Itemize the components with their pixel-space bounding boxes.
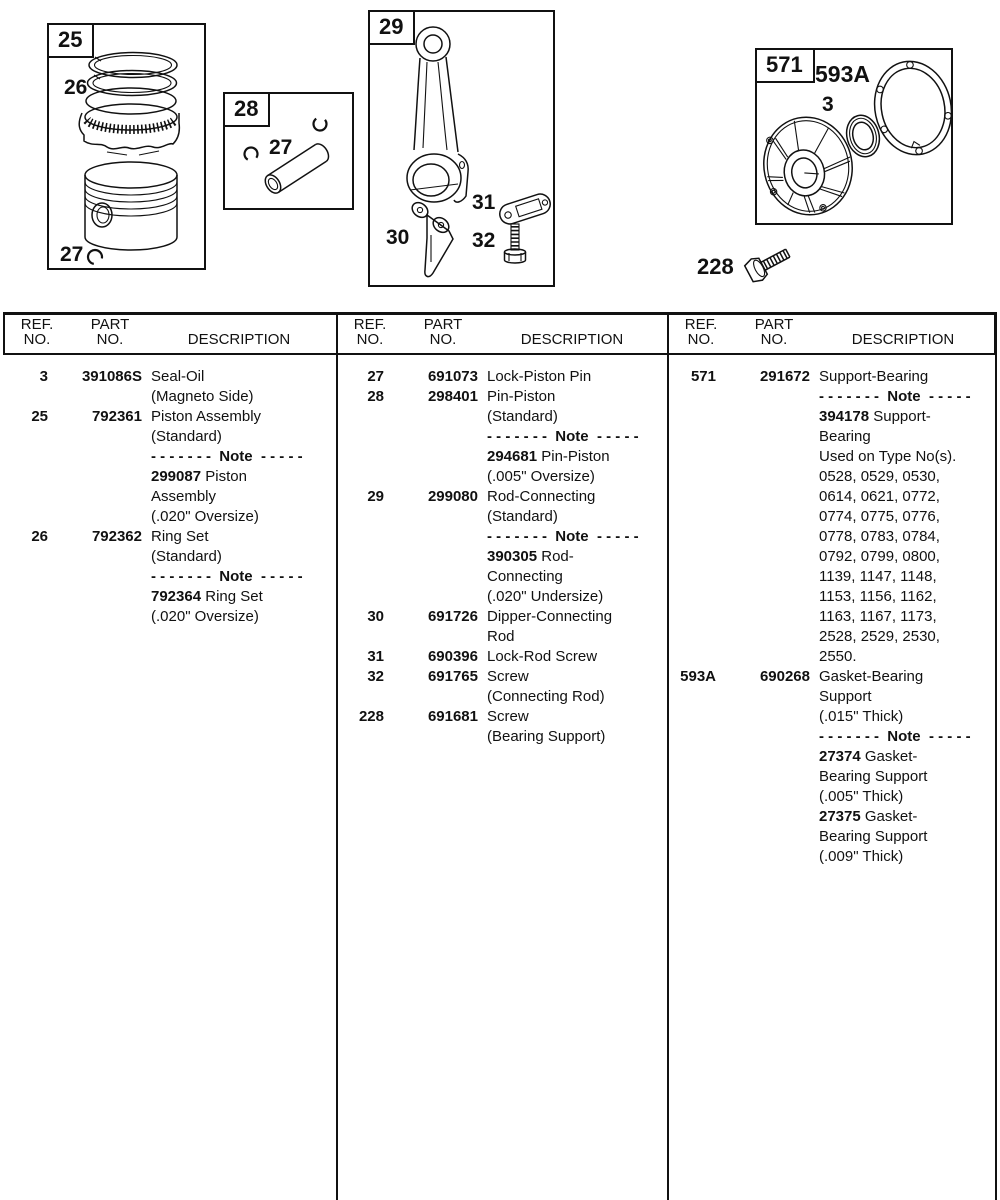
- callout-screw: 32: [472, 229, 496, 252]
- part-no-cell: [716, 607, 810, 627]
- part-no-cell: [716, 527, 810, 547]
- callout-seal: 3: [822, 93, 834, 116]
- table-row: [3, 487, 333, 507]
- ref-no-cell: [671, 807, 716, 827]
- ref-no-cell: [671, 687, 716, 707]
- ref-no-cell: [3, 587, 48, 607]
- ref-no-cell: 31: [367, 648, 384, 665]
- table-row: [671, 407, 993, 427]
- ref-no-cell: 26: [31, 528, 48, 545]
- description-cell: (.015" Thick): [819, 708, 904, 725]
- col3-part-header: PART: [754, 316, 794, 333]
- description-cell: (.005" Thick): [819, 788, 904, 805]
- description-cell: 0778, 0783, 0784,: [819, 528, 940, 545]
- table-row: [3, 387, 333, 407]
- table-column-divider: [667, 312, 669, 1200]
- ref-no-cell: [339, 407, 384, 427]
- ref-no-cell: 571: [690, 368, 716, 385]
- figure-bearing-support: [755, 48, 953, 225]
- table-row: [671, 607, 993, 627]
- table-row: [339, 627, 665, 647]
- part-no-cell: [716, 727, 810, 747]
- description-cell: 2550.: [819, 648, 857, 665]
- part-no-cell: [384, 727, 478, 747]
- description-cell: (.009" Thick): [819, 848, 904, 865]
- description-cell: Bearing Support: [819, 768, 928, 785]
- callout-gasket: 593A: [815, 61, 870, 87]
- table-row: [339, 367, 665, 387]
- description-cell: Used on Type No(s).: [819, 448, 957, 465]
- table-row: [339, 427, 665, 447]
- figure-ref-label: 29: [370, 12, 415, 45]
- ref-no-cell: 32: [367, 668, 384, 685]
- description-cell: 0614, 0621, 0772,: [819, 488, 940, 505]
- ref-no-cell: [671, 587, 716, 607]
- ref-no-cell: [671, 387, 716, 407]
- part-no-cell: [716, 707, 810, 727]
- part-no-cell: [48, 587, 142, 607]
- description-cell: (Magneto Side): [151, 388, 254, 405]
- description-cell: 0528, 0529, 0530,: [819, 468, 940, 485]
- callout-lock-ring: 27: [269, 136, 293, 159]
- part-no-cell: [48, 447, 142, 467]
- callout-dipper: 30: [386, 226, 410, 249]
- part-no-cell: [716, 847, 810, 867]
- description-cell: Lock-Rod Screw: [487, 648, 598, 665]
- table-row: [671, 387, 993, 407]
- part-no-cell: [716, 747, 810, 767]
- table-row: [339, 467, 665, 487]
- part-no-cell: [384, 507, 478, 527]
- part-no-cell: [384, 427, 478, 447]
- table-row: [671, 587, 993, 607]
- piston-assembly-drawing: [49, 25, 204, 268]
- description-cell: - - - - - - - Note - - - - -: [487, 428, 639, 445]
- ref-no-cell: [3, 467, 48, 487]
- callout-lock-ring: 27: [60, 243, 84, 266]
- part-no-cell: [716, 787, 810, 807]
- figure-piston-assembly: [47, 23, 206, 270]
- part-no-cell: [384, 587, 478, 607]
- table-row: [339, 527, 665, 547]
- part-no-cell: [384, 467, 478, 487]
- col3-ref-header: REF.: [684, 316, 718, 333]
- table-row: [339, 667, 665, 687]
- ref-no-cell: [339, 527, 384, 547]
- col2-ref-header2: NO.: [356, 331, 384, 348]
- ref-no-cell: 3: [39, 368, 48, 385]
- ref-no-cell: 228: [358, 708, 384, 725]
- description-cell: (Standard): [487, 408, 558, 425]
- table-row: [3, 367, 333, 387]
- table-row: [3, 427, 333, 447]
- description-cell: (Standard): [151, 428, 222, 445]
- figure-connecting-rod: [368, 10, 555, 287]
- part-no-cell: 298401: [427, 388, 478, 405]
- table-row: [3, 607, 333, 627]
- figure-ref-label: 28: [225, 94, 270, 127]
- table-row: [671, 767, 993, 787]
- description-cell: (Standard): [151, 548, 222, 565]
- part-no-cell: [48, 507, 142, 527]
- ref-no-cell: [339, 547, 384, 567]
- ref-no-cell: [671, 827, 716, 847]
- ref-no-cell: [3, 567, 48, 587]
- description-cell: Lock-Piston Pin: [487, 368, 592, 385]
- ref-no-cell: [671, 707, 716, 727]
- ref-no-cell: [3, 607, 48, 627]
- part-no-cell: [716, 767, 810, 787]
- table-row: [339, 447, 665, 467]
- ref-no-cell: [671, 407, 716, 427]
- col3-part-header2: NO.: [760, 331, 788, 348]
- table-row: [339, 707, 665, 727]
- part-no-cell: 690396: [427, 648, 478, 665]
- table-row: [339, 567, 665, 587]
- part-no-cell: [48, 467, 142, 487]
- figure-ref-label: 25: [49, 25, 94, 58]
- ref-no-cell: 28: [367, 388, 384, 405]
- table-row: [339, 407, 665, 427]
- part-no-cell: 391086S: [81, 368, 142, 385]
- part-no-cell: 299080: [427, 488, 478, 505]
- callout-ring-set: 26: [64, 76, 88, 99]
- table-row: [3, 447, 333, 467]
- table-row: [671, 507, 993, 527]
- description-cell: Seal-Oil: [151, 368, 205, 385]
- figure-ref-label: 571: [757, 50, 815, 83]
- table-row: [339, 547, 665, 567]
- callout-bearing-screw: 228: [697, 254, 734, 279]
- table-row: [671, 727, 993, 747]
- part-no-cell: [716, 427, 810, 447]
- table-column-divider: [336, 312, 338, 1200]
- table-row: [3, 547, 333, 567]
- table-row: [671, 367, 993, 387]
- ref-no-cell: [671, 547, 716, 567]
- ref-no-cell: [339, 687, 384, 707]
- table-row: [671, 427, 993, 447]
- part-no-cell: [716, 687, 810, 707]
- part-no-cell: [48, 427, 142, 447]
- description-cell: Connecting: [487, 568, 563, 585]
- bearing-screw-drawing: [742, 242, 797, 284]
- table-row: [339, 607, 665, 627]
- description-cell: Rod: [487, 628, 515, 645]
- ref-no-cell: [671, 467, 716, 487]
- table-row: [671, 687, 993, 707]
- part-no-cell: [716, 407, 810, 427]
- ref-no-cell: [339, 727, 384, 747]
- figure-piston-pin: [223, 92, 354, 210]
- part-no-cell: 691726: [427, 608, 478, 625]
- ref-no-cell: [671, 847, 716, 867]
- part-no-cell: [384, 687, 478, 707]
- part-no-cell: [716, 807, 810, 827]
- table-row: [3, 507, 333, 527]
- part-no-cell: [716, 467, 810, 487]
- ref-no-cell: [671, 787, 716, 807]
- ref-no-cell: [671, 567, 716, 587]
- col1-ref-header: REF.: [20, 316, 54, 333]
- table-row: [339, 507, 665, 527]
- table-row: [671, 467, 993, 487]
- table-row: [339, 587, 665, 607]
- part-no-cell: [384, 527, 478, 547]
- ref-no-cell: [671, 607, 716, 627]
- col1-ref-header2: NO.: [23, 331, 51, 348]
- description-cell: 0774, 0775, 0776,: [819, 508, 940, 525]
- part-no-cell: [716, 547, 810, 567]
- ref-no-cell: 29: [367, 488, 384, 505]
- description-cell: Pin-Piston: [487, 388, 556, 405]
- table-row: [3, 407, 333, 427]
- table-row: [339, 687, 665, 707]
- parts-column-1: [3, 367, 333, 627]
- table-row: [671, 667, 993, 687]
- part-no-cell: [384, 547, 478, 567]
- ref-no-cell: 593A: [680, 668, 716, 685]
- table-row: [671, 807, 993, 827]
- table-row: [339, 487, 665, 507]
- description-cell: 1163, 1167, 1173,: [819, 608, 937, 625]
- part-no-cell: [716, 587, 810, 607]
- col1-desc-header: DESCRIPTION: [187, 331, 291, 348]
- description-cell: (Standard): [487, 508, 558, 525]
- description-cell: Rod-Connecting: [487, 488, 596, 505]
- part-no-cell: [48, 567, 142, 587]
- table-row: [671, 747, 993, 767]
- table-row: [3, 527, 333, 547]
- description-cell: (.020" Undersize): [487, 588, 604, 605]
- col1-part-header: PART: [90, 316, 130, 333]
- table-row: [3, 467, 333, 487]
- table-row: [671, 447, 993, 467]
- description-cell: (Connecting Rod): [487, 688, 605, 705]
- part-no-cell: 691681: [427, 708, 478, 725]
- description-cell: Ring Set: [151, 528, 209, 545]
- ref-no-cell: [671, 727, 716, 747]
- description-cell: 294681 Pin-Piston: [487, 448, 610, 465]
- description-cell: 390305 Rod-: [487, 548, 574, 565]
- table-row: [671, 567, 993, 587]
- parts-column-3: [671, 367, 993, 867]
- ref-no-cell: [671, 747, 716, 767]
- description-cell: Piston Assembly: [151, 408, 262, 425]
- ref-no-cell: [339, 567, 384, 587]
- part-no-cell: [384, 567, 478, 587]
- part-no-cell: [384, 627, 478, 647]
- description-cell: 792364 Ring Set: [151, 588, 263, 605]
- description-cell: Gasket-Bearing: [819, 668, 924, 685]
- col1-part-header2: NO.: [96, 331, 124, 348]
- part-no-cell: [716, 627, 810, 647]
- table-row: [671, 547, 993, 567]
- parts-column-2: [339, 367, 665, 747]
- part-no-cell: [716, 487, 810, 507]
- description-cell: (Bearing Support): [487, 728, 606, 745]
- col2-desc-header: DESCRIPTION: [520, 331, 624, 348]
- part-no-cell: [716, 647, 810, 667]
- description-cell: Screw: [487, 668, 529, 685]
- part-no-cell: [48, 547, 142, 567]
- table-row: [671, 527, 993, 547]
- col2-part-header2: NO.: [429, 331, 457, 348]
- description-cell: (.020" Oversize): [151, 508, 259, 525]
- part-no-cell: [716, 827, 810, 847]
- part-no-cell: 792362: [91, 528, 142, 545]
- description-cell: Assembly: [151, 488, 217, 505]
- part-no-cell: 792361: [91, 408, 142, 425]
- table-row: [671, 627, 993, 647]
- part-no-cell: [716, 507, 810, 527]
- part-no-cell: 690268: [759, 668, 810, 685]
- description-cell: - - - - - - - Note - - - - -: [819, 388, 971, 405]
- part-no-cell: 291672: [759, 368, 810, 385]
- ref-no-cell: 30: [367, 608, 384, 625]
- description-cell: - - - - - - - Note - - - - -: [487, 528, 639, 545]
- ref-no-cell: [339, 627, 384, 647]
- description-cell: - - - - - - - Note - - - - -: [151, 448, 303, 465]
- description-cell: Screw: [487, 708, 529, 725]
- table-row: [671, 707, 993, 727]
- table-row: [3, 567, 333, 587]
- ref-no-cell: [339, 427, 384, 447]
- description-cell: Bearing: [819, 428, 871, 445]
- description-cell: Support-Bearing: [819, 368, 929, 385]
- table-row: [671, 827, 993, 847]
- description-cell: 1139, 1147, 1148,: [819, 568, 937, 585]
- ref-no-cell: [3, 387, 48, 407]
- description-cell: - - - - - - - Note - - - - -: [151, 568, 303, 585]
- ref-no-cell: [671, 647, 716, 667]
- description-cell: 27375 Gasket-: [819, 808, 918, 825]
- ref-no-cell: [671, 507, 716, 527]
- col2-ref-header: REF.: [353, 316, 387, 333]
- ref-no-cell: [3, 487, 48, 507]
- description-cell: 299087 Piston: [151, 468, 247, 485]
- description-cell: 394178 Support-: [819, 408, 931, 425]
- part-no-cell: [48, 387, 142, 407]
- table-row: [671, 787, 993, 807]
- part-no-cell: [48, 607, 142, 627]
- table-row: [339, 647, 665, 667]
- description-cell: 0792, 0799, 0800,: [819, 548, 940, 565]
- ref-no-cell: [671, 487, 716, 507]
- col3-ref-header2: NO.: [687, 331, 715, 348]
- ref-no-cell: [339, 467, 384, 487]
- ref-no-cell: [671, 447, 716, 467]
- description-cell: Dipper-Connecting: [487, 608, 613, 625]
- table-row: [671, 847, 993, 867]
- description-cell: 1153, 1156, 1162,: [819, 588, 937, 605]
- ref-no-cell: [339, 507, 384, 527]
- ref-no-cell: [671, 427, 716, 447]
- part-no-cell: [716, 387, 810, 407]
- description-cell: - - - - - - - Note - - - - -: [819, 728, 971, 745]
- table-row: [339, 387, 665, 407]
- description-cell: 2528, 2529, 2530,: [819, 628, 940, 645]
- table-row: [339, 727, 665, 747]
- part-no-cell: [716, 567, 810, 587]
- description-cell: (.005" Oversize): [487, 468, 595, 485]
- description-cell: Support: [819, 688, 872, 705]
- table-header-band: [3, 312, 996, 355]
- table-row: [671, 647, 993, 667]
- part-no-cell: [384, 447, 478, 467]
- part-no-cell: [716, 447, 810, 467]
- ref-no-cell: [3, 447, 48, 467]
- description-cell: Bearing Support: [819, 828, 928, 845]
- ref-no-cell: [3, 427, 48, 447]
- description-cell: 27374 Gasket-: [819, 748, 918, 765]
- description-cell: (.020" Oversize): [151, 608, 259, 625]
- col2-part-header: PART: [423, 316, 463, 333]
- part-no-cell: [384, 407, 478, 427]
- part-no-cell: [48, 487, 142, 507]
- callout-lock-plate: 31: [472, 191, 496, 214]
- table-row: [671, 487, 993, 507]
- col3-desc-header: DESCRIPTION: [851, 331, 955, 348]
- ref-no-cell: [339, 587, 384, 607]
- ref-no-cell: [3, 547, 48, 567]
- part-no-cell: 691073: [427, 368, 478, 385]
- part-no-cell: 691765: [427, 668, 478, 685]
- ref-no-cell: 25: [31, 408, 48, 425]
- ref-no-cell: [671, 627, 716, 647]
- ref-no-cell: [671, 767, 716, 787]
- ref-no-cell: [3, 507, 48, 527]
- table-right-border: [995, 312, 997, 1200]
- ref-no-cell: [339, 447, 384, 467]
- table-row: [3, 587, 333, 607]
- ref-no-cell: 27: [367, 368, 384, 385]
- ref-no-cell: [671, 527, 716, 547]
